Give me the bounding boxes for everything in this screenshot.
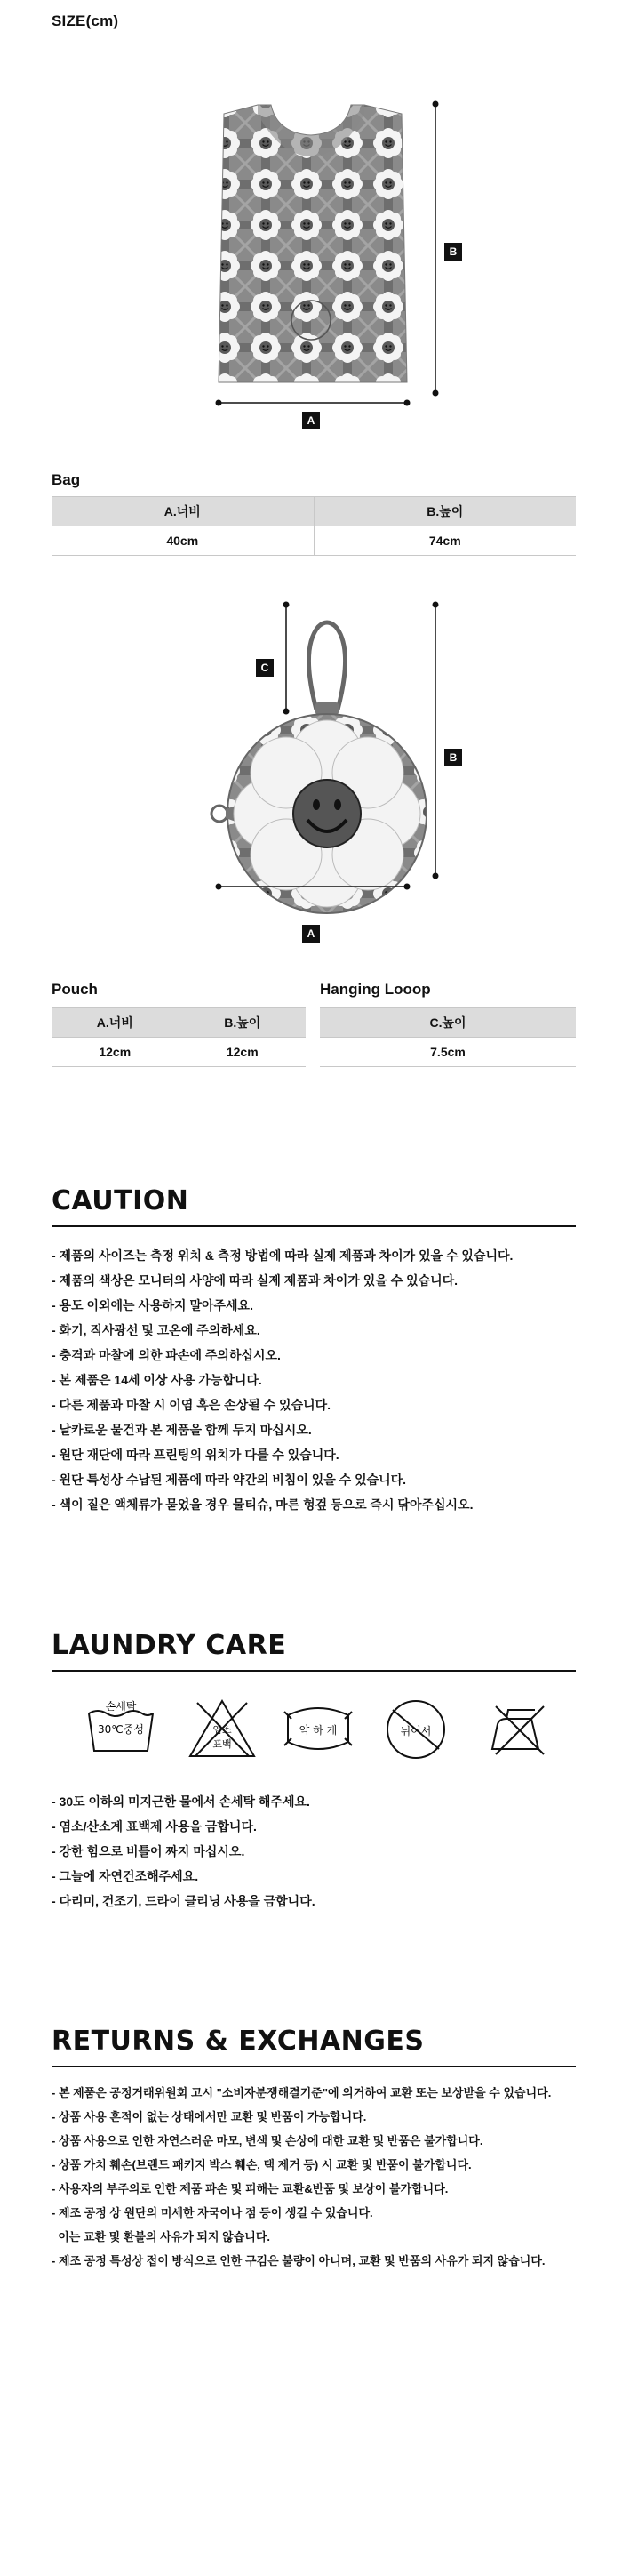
marker-c: C <box>256 659 274 677</box>
list-item: - 30도 이하의 미지근한 물에서 손세탁 해주세요. <box>52 1794 310 1809</box>
returns-list <box>52 2081 551 2273</box>
care-label: 손세탁 <box>105 1700 137 1713</box>
caution-title: CAUTION <box>52 1185 189 1216</box>
marker-a: A <box>302 925 320 943</box>
care-label: 염소 <box>212 1724 232 1736</box>
table-cell: 74cm <box>314 526 576 556</box>
hand-wash-icon <box>85 1697 156 1760</box>
pouch-size-table <box>52 1007 306 1067</box>
returns-divider <box>52 2066 576 2067</box>
table-cell: 12cm <box>179 1038 306 1067</box>
marker-b: B <box>444 243 462 261</box>
table-cell: 40cm <box>52 526 314 556</box>
list-item: - 상품 사용 흔적이 없는 상태에서만 교환 및 반품이 가능합니다. <box>52 2110 367 2123</box>
table-header: B.높이 <box>179 1008 306 1038</box>
list-item: - 상품 가치 훼손(브랜드 패키지 박스 훼손, 택 제거 등) 시 교환 및 반품이 불가합니다. <box>52 2158 472 2171</box>
list-item: - 다리미, 건조기, 드라이 클리닝 사용을 금합니다. <box>52 1894 315 1908</box>
hanging-loop-label: Hanging Looop <box>320 981 431 998</box>
table-header: A.너비 <box>52 1008 179 1038</box>
table-header: B.높이 <box>314 497 576 526</box>
care-label: 약 하 게 <box>299 1724 338 1737</box>
list-item: - 날카로운 물건과 본 제품을 함께 두지 마십시오. <box>52 1423 312 1437</box>
list-item: - 제품의 색상은 모니터의 사양에 따라 실제 제품과 차이가 있을 수 있습니다. <box>52 1273 459 1288</box>
no-wring-icon <box>283 1697 354 1760</box>
list-item: - 염소/산소계 표백제 사용을 금합니다. <box>52 1819 257 1834</box>
laundry-divider <box>52 1670 576 1672</box>
bag-label: Bag <box>52 471 81 488</box>
list-item: - 제조 공정 상 원단의 미세한 자국이나 점 등이 생길 수 있습니다. <box>52 2206 373 2219</box>
care-label: 표백 <box>212 1738 232 1750</box>
bag-illustration <box>0 0 622 445</box>
marker-a: A <box>302 412 320 429</box>
list-item: - 용도 이외에는 사용하지 말아주세요. <box>52 1298 253 1312</box>
bag-size-table <box>52 496 576 556</box>
list-item: - 사용자의 부주의로 인한 제품 파손 및 피해는 교환&반품 및 보상이 불가합니다. <box>52 2182 449 2195</box>
table-cell: 12cm <box>52 1038 179 1067</box>
table-cell: 7.5cm <box>320 1038 576 1067</box>
no-bleach-icon <box>188 1697 256 1760</box>
loop-size-table <box>320 1007 576 1067</box>
list-item: 이는 교환 및 환불의 사유가 되지 않습니다. <box>52 2230 270 2243</box>
pouch-label: Pouch <box>52 981 98 998</box>
marker-b: B <box>444 749 462 766</box>
list-item: - 원단 재단에 따라 프린팅의 위치가 다를 수 있습니다. <box>52 1448 339 1462</box>
list-item: - 그늘에 자연건조해주세요. <box>52 1869 199 1883</box>
list-item: - 원단 특성상 수납된 제품에 따라 약간의 비침이 있을 수 있습니다. <box>52 1473 407 1487</box>
list-item: - 제품의 사이즈는 측정 위치 & 측정 방법에 따라 실제 제품과 차이가 있을 수 있습니다. <box>52 1248 514 1263</box>
size-title: SIZE(cm) <box>52 12 119 29</box>
care-label: 30℃중성 <box>98 1723 144 1736</box>
list-item: - 화기, 직사광선 및 고온에 주의하세요. <box>52 1323 260 1337</box>
list-item: - 제조 공정 특성상 접이 방식으로 인한 구김은 불량이 아니며, 교환 및 반품의 사유가 되지 않습니다. <box>52 2254 546 2267</box>
list-item: - 본 제품은 14세 이상 사용 가능합니다. <box>52 1373 262 1387</box>
care-label: 뉘어서 <box>400 1725 432 1737</box>
laundry-list <box>52 1789 315 1914</box>
smiley-face <box>293 780 361 847</box>
attached-pouch <box>291 301 331 340</box>
list-item: - 상품 사용으로 인한 자연스러운 마모, 변색 및 손상에 대한 교환 및 반품은 불가합니다. <box>52 2134 483 2147</box>
hanging-loop <box>308 622 345 710</box>
laundry-title: LAUNDRY CARE <box>52 1630 287 1661</box>
list-item: - 본 제품은 공정거래위원회 고시 "소비자분쟁해결기준"에 의거하여 교환 또는 보상받을 수 있습니다. <box>52 2086 552 2099</box>
caution-list <box>52 1243 513 1517</box>
returns-title: RETURNS & EXCHANGES <box>52 2026 425 2057</box>
list-item: - 충격과 마찰에 의한 파손에 주의하십시오. <box>52 1348 281 1362</box>
lay-flat-dry-icon <box>384 1697 448 1761</box>
table-header: C.높이 <box>320 1008 576 1038</box>
list-item: - 강한 힘으로 비틀어 짜지 마십시오. <box>52 1844 245 1858</box>
list-item: - 색이 짙은 액체류가 묻었을 경우 물티슈, 마른 헝겊 등으로 즉시 닦아주십시오. <box>52 1497 474 1512</box>
list-item: - 다른 제품과 마찰 시 이염 혹은 손상될 수 있습니다. <box>52 1398 331 1412</box>
table-header: A.너비 <box>52 497 314 526</box>
pouch-illustration <box>0 587 622 943</box>
no-iron-icon <box>487 1697 549 1760</box>
caution-divider <box>52 1225 576 1227</box>
